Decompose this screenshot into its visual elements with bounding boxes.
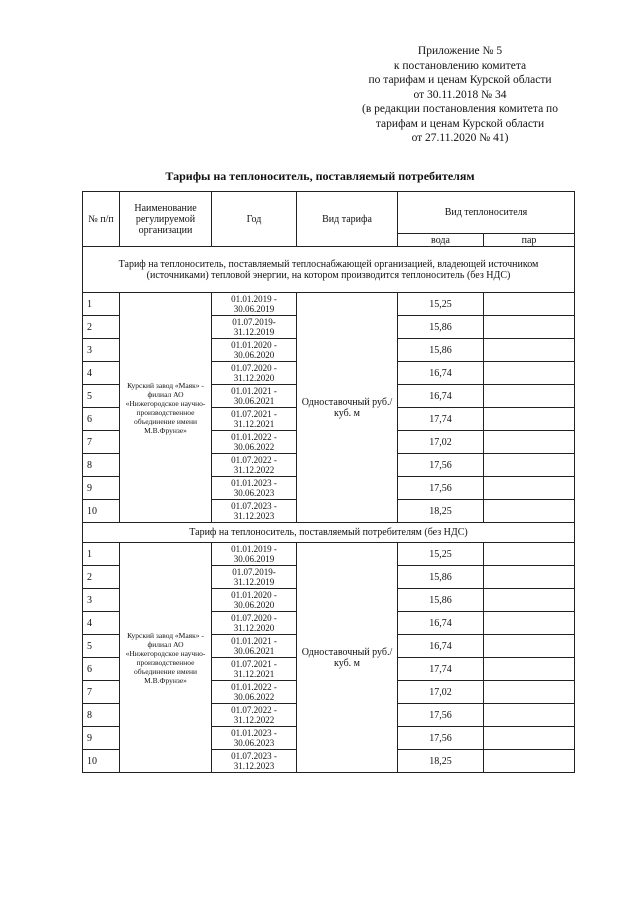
header-line: от 30.11.2018 № 34 xyxy=(413,88,507,101)
document-header xyxy=(330,44,590,146)
col-header-num: № п/п xyxy=(83,192,120,247)
period-cell: 01.07.2019- 31.12.2019 xyxy=(212,566,297,589)
water-value: 15,86 xyxy=(398,566,484,589)
period-cell: 01.01.2023 - 30.06.2023 xyxy=(212,727,297,750)
water-value: 15,25 xyxy=(398,543,484,566)
col-header-tariff-type: Вид тарифа xyxy=(297,192,398,247)
col-header-steam: пар xyxy=(484,234,575,247)
header-line: от 27.11.2020 № 41) xyxy=(411,132,509,144)
water-value: 15,86 xyxy=(398,589,484,612)
steam-value xyxy=(484,727,575,750)
period-cell: 01.01.2019 - 30.06.2019 xyxy=(212,293,297,316)
row-number: 3 xyxy=(83,339,120,362)
water-value: 16,74 xyxy=(398,635,484,658)
period-cell: 01.01.2023 - 30.06.2023 xyxy=(212,477,297,500)
row-number: 8 xyxy=(83,704,120,727)
header-line: к постановлению комитета xyxy=(393,59,527,72)
row-number: 5 xyxy=(83,385,120,408)
steam-value xyxy=(484,658,575,681)
period-cell: 01.01.2021 - 30.06.2021 xyxy=(212,635,297,658)
steam-value xyxy=(484,612,575,635)
period-cell: 01.01.2022 - 30.06.2022 xyxy=(212,681,297,704)
steam-value xyxy=(484,385,575,408)
row-number: 9 xyxy=(83,477,120,500)
col-header-year: Год xyxy=(212,192,297,247)
row-number: 10 xyxy=(83,500,120,523)
water-value: 18,25 xyxy=(398,750,484,773)
period-cell: 01.01.2020 - 30.06.2020 xyxy=(212,339,297,362)
steam-value xyxy=(484,293,575,316)
row-number: 2 xyxy=(83,566,120,589)
steam-value xyxy=(484,750,575,773)
header-line: по тарифам и ценам Курской области xyxy=(368,74,552,86)
steam-value xyxy=(484,635,575,658)
organization-name: Курский завод «Маяк» - филиал АО «Нижегородское научно-производственное объединение имени М.В.Фрунзе» xyxy=(120,293,212,523)
section-2 xyxy=(83,523,575,773)
row-number: 10 xyxy=(83,750,120,773)
water-value: 16,74 xyxy=(398,385,484,408)
steam-value xyxy=(484,477,575,500)
period-cell: 01.01.2020 - 30.06.2020 xyxy=(212,589,297,612)
water-value: 16,74 xyxy=(398,612,484,635)
period-cell: 01.07.2022 - 31.12.2022 xyxy=(212,704,297,727)
row-number: 6 xyxy=(83,658,120,681)
row-number: 9 xyxy=(83,727,120,750)
row-number: 4 xyxy=(83,362,120,385)
header-line: Приложение № 5 xyxy=(417,45,503,57)
section-heading: Тариф на теплоноситель, поставляемый теплоснабжающей организацией, владеющей источником (источниками) тепловой энергии, на котором производится теплоноситель (без НДС) xyxy=(83,247,575,293)
tariff-type-cell: Одноставочный руб./куб. м xyxy=(297,543,398,773)
row-number: 4 xyxy=(83,612,120,635)
header-line: (в редакции постановления комитета по xyxy=(362,103,558,115)
col-header-carrier: Вид теплоносителя xyxy=(398,192,575,234)
row-number: 3 xyxy=(83,589,120,612)
tariff-table xyxy=(82,191,575,773)
col-header-org: Наименование регулируемой организации xyxy=(120,192,212,247)
period-cell: 01.07.2021 - 31.12.2021 xyxy=(212,658,297,681)
period-cell: 01.01.2019 - 30.06.2019 xyxy=(212,543,297,566)
organization-name: Курский завод «Маяк» - филиал АО «Нижегородское научно-производственное объединение имени М.В.Фрунзе» xyxy=(120,543,212,773)
document-title: Тарифы на теплоноситель, поставляемый потребителям xyxy=(165,169,475,183)
steam-value xyxy=(484,339,575,362)
steam-value xyxy=(484,704,575,727)
steam-value xyxy=(484,408,575,431)
water-value: 17,56 xyxy=(398,477,484,500)
header-line: тарифам и ценам Курской области xyxy=(375,117,545,130)
section-1 xyxy=(83,247,575,523)
water-value: 18,25 xyxy=(398,500,484,523)
period-cell: 01.07.2020 - 31.12.2020 xyxy=(212,362,297,385)
water-value: 17,56 xyxy=(398,704,484,727)
water-value: 17,02 xyxy=(398,431,484,454)
water-value: 17,56 xyxy=(398,454,484,477)
row-number: 6 xyxy=(83,408,120,431)
steam-value xyxy=(484,589,575,612)
row-number: 1 xyxy=(83,543,120,566)
row-number: 7 xyxy=(83,431,120,454)
water-value: 16,74 xyxy=(398,362,484,385)
period-cell: 01.07.2022 - 31.12.2022 xyxy=(212,454,297,477)
period-cell: 01.01.2022 - 30.06.2022 xyxy=(212,431,297,454)
steam-value xyxy=(484,431,575,454)
col-header-water: вода xyxy=(398,234,484,247)
row-number: 5 xyxy=(83,635,120,658)
water-value: 17,56 xyxy=(398,727,484,750)
row-number: 8 xyxy=(83,454,120,477)
water-value: 17,02 xyxy=(398,681,484,704)
steam-value xyxy=(484,362,575,385)
period-cell: 01.07.2019- 31.12.2019 xyxy=(212,316,297,339)
row-number: 1 xyxy=(83,293,120,316)
water-value: 15,86 xyxy=(398,339,484,362)
period-cell: 01.07.2023 - 31.12.2023 xyxy=(212,750,297,773)
row-number: 2 xyxy=(83,316,120,339)
steam-value xyxy=(484,543,575,566)
water-value: 17,74 xyxy=(398,408,484,431)
steam-value xyxy=(484,566,575,589)
steam-value xyxy=(484,316,575,339)
period-cell: 01.07.2021 - 31.12.2021 xyxy=(212,408,297,431)
period-cell: 01.07.2023 - 31.12.2023 xyxy=(212,500,297,523)
water-value: 17,74 xyxy=(398,658,484,681)
period-cell: 01.01.2021 - 30.06.2021 xyxy=(212,385,297,408)
row-number: 7 xyxy=(83,681,120,704)
water-value: 15,86 xyxy=(398,316,484,339)
steam-value xyxy=(484,681,575,704)
water-value: 15,25 xyxy=(398,293,484,316)
tariff-type-cell: Одноставочный руб./куб. м xyxy=(297,293,398,523)
steam-value xyxy=(484,500,575,523)
period-cell: 01.07.2020 - 31.12.2020 xyxy=(212,612,297,635)
section-heading: Тариф на теплоноситель, поставляемый потребителям (без НДС) xyxy=(83,523,575,543)
steam-value xyxy=(484,454,575,477)
